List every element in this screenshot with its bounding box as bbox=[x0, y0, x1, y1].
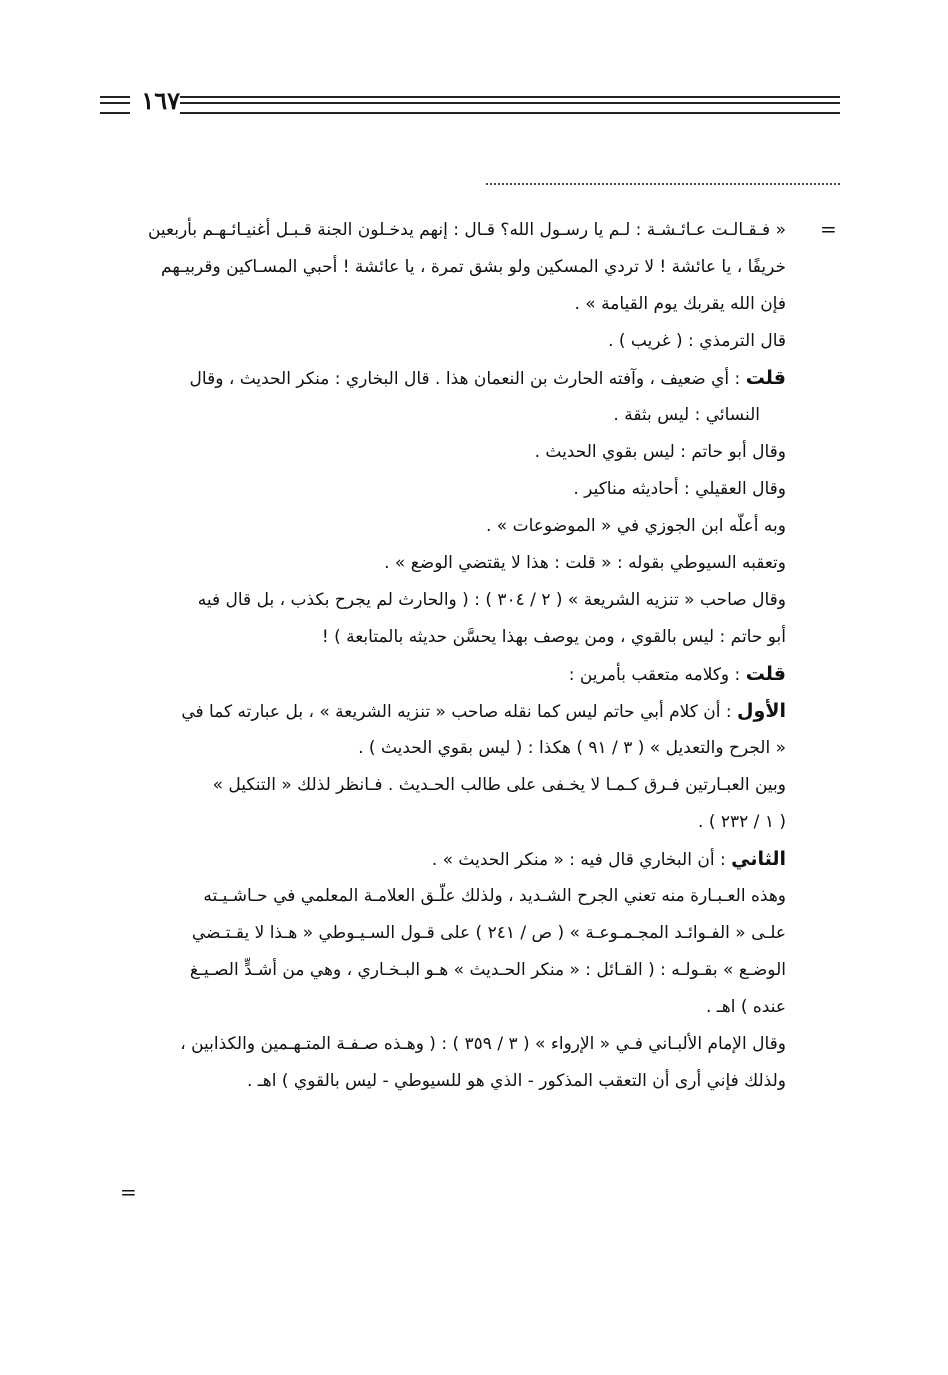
line-lead-word: الأول bbox=[737, 700, 786, 722]
text-line bbox=[108, 1026, 786, 1063]
header-rule-short bbox=[100, 96, 130, 114]
line-text: : أي ضعيف ، وآفته الحارث بن النعمان هذا . قال البخاري : منكر الحديث ، وقال bbox=[189, 369, 746, 389]
line-text: ( ١ / ٢٣٢ ) . bbox=[698, 812, 786, 832]
text-line bbox=[108, 915, 786, 952]
text-line bbox=[108, 360, 786, 397]
text-line bbox=[108, 508, 786, 545]
text-line bbox=[108, 804, 786, 841]
text-line bbox=[108, 471, 786, 508]
body-text bbox=[108, 212, 786, 1100]
line-text: ولذلك فإني أرى أن التعقب المذكور - الذي هو للسيوطي - ليس بالقوي ) اهـ . bbox=[247, 1071, 786, 1091]
text-line bbox=[108, 841, 786, 878]
text-line bbox=[108, 989, 786, 1026]
continuation-mark-bottom: = bbox=[120, 1180, 137, 1204]
line-text: عنده ) اهـ . bbox=[705, 997, 786, 1017]
text-line bbox=[108, 434, 786, 471]
text-line bbox=[108, 286, 786, 323]
line-text: وهذه العـبـارة منه تعني الجرح الشـديد ، ولذلك علّـق العلامـة المعلمي في حـاشـيـته bbox=[203, 886, 786, 906]
text-line bbox=[108, 249, 786, 286]
line-text: وقال العقيلي : أحاديثه مناكير . bbox=[573, 479, 786, 499]
line-text: « الجرح والتعديل » ( ٣ / ٩١ ) هكذا : ( ليس بقوي الحديث ) . bbox=[358, 738, 786, 758]
line-text: « فـقـالـت عـائـشـة : لـم يا رسـول الله؟ قـال : إنهم يدخـلون الجنة قـبـل أغنيـائـهـم بأربعين bbox=[147, 220, 786, 240]
text-line bbox=[108, 656, 786, 693]
dotted-separator bbox=[486, 183, 840, 185]
line-text: خريفًا ، يا عائشة ! لا تردي المسكين ولو بشق تمرة ، يا عائشة ! أحبي المسـاكين وقربيـهم bbox=[161, 257, 786, 277]
line-text: قال الترمذي : ( غريب ) . bbox=[608, 331, 786, 351]
text-line bbox=[108, 397, 786, 434]
page-header bbox=[100, 86, 840, 120]
text-line bbox=[108, 212, 786, 249]
line-text: : أن البخاري قال فيه : « منكر الحديث » . bbox=[431, 850, 732, 870]
text-line bbox=[108, 545, 786, 582]
line-text: فإن الله يقربك يوم القيامة » . bbox=[574, 294, 786, 314]
text-line bbox=[108, 582, 786, 619]
text-line bbox=[108, 323, 786, 360]
line-lead-word: الثاني bbox=[731, 848, 786, 870]
line-lead-word: قلت bbox=[745, 663, 786, 685]
text-line bbox=[108, 693, 786, 730]
line-text: وقال أبو حاتم : ليس بقوي الحديث . bbox=[534, 442, 786, 462]
text-line bbox=[108, 730, 786, 767]
text-line bbox=[108, 878, 786, 915]
text-line bbox=[108, 952, 786, 989]
text-line bbox=[108, 1063, 786, 1100]
line-text: وقال الإمام الألبـاني فـي « الإرواء » ( ٣ / ٣٥٩ ) : ( وهـذه صـفـة المتـهـمين والكذابين ، bbox=[180, 1034, 786, 1054]
line-text: علـى « الفـوائـد المجـمـوعـة » ( ص / ٢٤١ ) على قـول السـيـوطي « هـذا لا يقـتـضي bbox=[191, 923, 786, 943]
line-text: وبه أعلّه ابن الجوزي في « الموضوعات » . bbox=[485, 516, 786, 536]
line-text: وقال صاحب « تنزيه الشريعة » ( ٢ / ٣٠٤ ) : ( والحارث لم يجرح بكذب ، بل قال فيه bbox=[197, 590, 786, 610]
line-text: النسائي : ليس بثقة . bbox=[613, 405, 760, 425]
line-text: : أن كلام أبي حاتم ليس كما نقله صاحب « تنزيه الشريعة » ، بل عبارته كما في bbox=[181, 702, 738, 722]
continuation-mark-top: = bbox=[820, 217, 837, 241]
line-text: أبو حاتم : ليس بالقوي ، ومن يوصف بهذا يحسَّن حديثه بالمتابعة ) ! bbox=[321, 627, 786, 647]
text-line bbox=[108, 767, 786, 804]
page-number: ١٦٧ bbox=[141, 86, 180, 115]
line-text: وبين العبـارتين فـرق كـمـا لا يخـفى على طالب الحـديث . فـانظر لذلك « التنكيل » bbox=[212, 775, 786, 795]
line-text: وتعقبه السيوطي بقوله : « قلت : هذا لا يقتضي الوضع » . bbox=[384, 553, 786, 573]
line-text: : وكلامه متعقب بأمرين : bbox=[568, 665, 746, 685]
text-line bbox=[108, 619, 786, 656]
line-text: الوضـع » بقـولـه : ( القـائل : « منكر الحـديث » هـو البـخـاري ، وهي من أشـدٍّ الصـيـغ bbox=[189, 960, 786, 980]
line-lead-word: قلت bbox=[745, 367, 786, 389]
header-rule-long bbox=[180, 96, 840, 114]
